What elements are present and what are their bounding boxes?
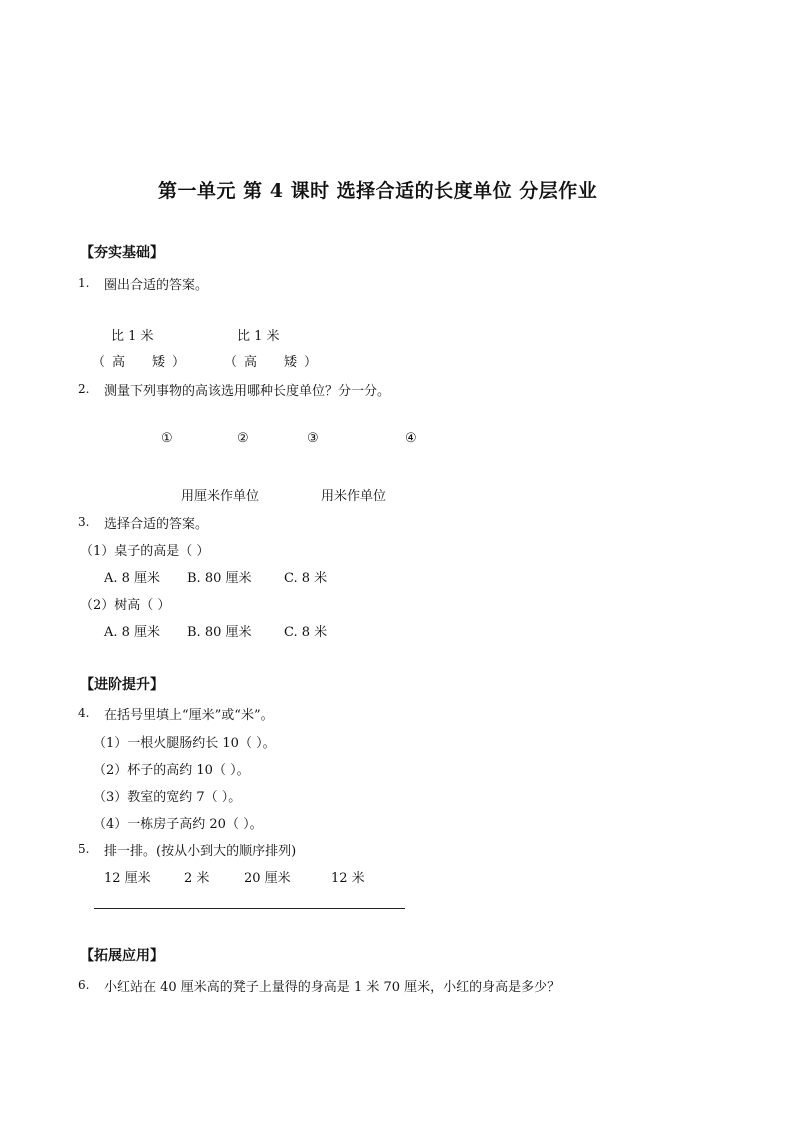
paren-close: ） xyxy=(172,355,186,370)
question-4-number: 4. xyxy=(78,706,90,720)
marker-3: ③ xyxy=(307,431,319,446)
option-c[interactable]: C. 8 米 xyxy=(284,625,328,640)
question-4-sub-4[interactable]: （4）一栋房子高约 20（ ）。 xyxy=(93,817,263,832)
section-extend-heading: 【拓展应用】 xyxy=(80,948,164,964)
question-3-number: 3. xyxy=(78,515,90,529)
question-3-text: 选择合适的答案。 xyxy=(104,517,209,532)
marker-2: ② xyxy=(237,431,249,446)
answer-line[interactable] xyxy=(94,908,405,909)
paren-open: （ xyxy=(224,355,238,370)
option-tall[interactable]: 高 xyxy=(244,355,258,370)
question-4-sub-2[interactable]: （2）杯子的高约 10（ ）。 xyxy=(93,763,250,778)
question-1-compare-1: 比 1 米 xyxy=(111,329,154,344)
option-b[interactable]: B. 80 厘米 xyxy=(187,571,252,586)
option-short[interactable]: 矮 xyxy=(284,355,298,370)
bin-meter[interactable]: 用米作单位 xyxy=(321,489,387,504)
marker-1: ① xyxy=(161,431,173,446)
question-6-number: 6. xyxy=(78,978,90,992)
marker-4: ④ xyxy=(405,431,417,446)
length-item-4: 12 米 xyxy=(331,871,365,886)
option-tall[interactable]: 高 xyxy=(112,355,126,370)
page-title: 第一单元 第 4 课时 选择合适的长度单位 分层作业 xyxy=(158,180,598,202)
question-4-sub-1[interactable]: （1）一根火腿肠约长 10（ ）。 xyxy=(93,736,276,751)
question-5-number: 5. xyxy=(78,842,90,856)
length-item-2: 2 米 xyxy=(184,871,210,886)
paren-close: ） xyxy=(304,355,318,370)
question-6-text: 小红站在 40 厘米高的凳子上量得的身高是 1 米 70 厘米，小红的身高是多少？ xyxy=(104,980,561,995)
question-1-number: 1. xyxy=(78,276,90,290)
section-basic-heading: 【夯实基础】 xyxy=(80,245,164,261)
question-3-sub-1: （1）桌子的高是（ ） xyxy=(80,544,210,559)
question-1-text: 圈出合适的答案。 xyxy=(104,278,209,293)
length-item-1: 12 厘米 xyxy=(104,871,151,886)
question-2-text: 测量下列事物的高该选用哪种长度单位？分一分。 xyxy=(104,384,391,399)
option-short[interactable]: 矮 xyxy=(152,355,166,370)
option-c[interactable]: C. 8 米 xyxy=(284,571,328,586)
bin-centimeter[interactable]: 用厘米作单位 xyxy=(181,489,260,504)
question-3-sub-2: （2）树高（ ） xyxy=(80,598,171,613)
question-4-sub-3[interactable]: （3）教室的宽约 7（ ）。 xyxy=(93,790,242,805)
option-b[interactable]: B. 80 厘米 xyxy=(187,625,252,640)
question-5-text: 排一排。(按从小到大的顺序排列) xyxy=(104,844,297,859)
option-a[interactable]: A. 8 厘米 xyxy=(104,625,161,640)
question-2-number: 2. xyxy=(78,382,90,396)
section-advanced-heading: 【进阶提升】 xyxy=(80,677,164,693)
question-4-text: 在括号里填上“厘米”或“米”。 xyxy=(104,708,274,723)
length-item-3: 20 厘米 xyxy=(244,871,291,886)
paren-open: （ xyxy=(92,355,106,370)
question-1-compare-2: 比 1 米 xyxy=(237,329,280,344)
option-a[interactable]: A. 8 厘米 xyxy=(104,571,161,586)
